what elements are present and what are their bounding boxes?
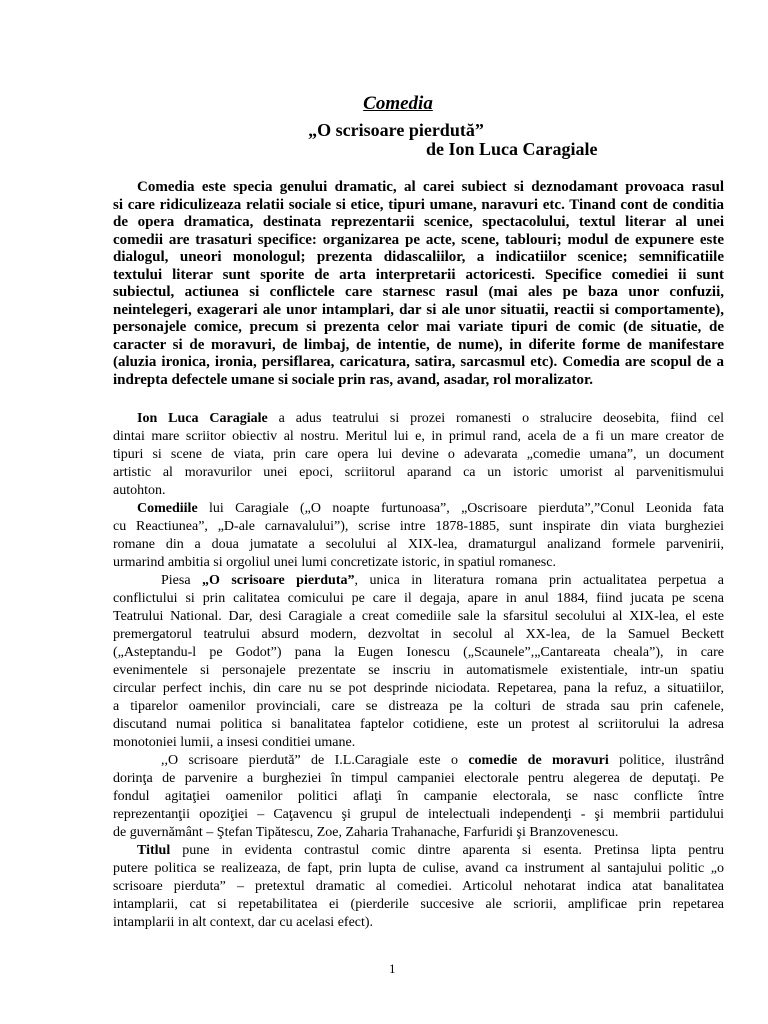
text-line: dintai mare scriitor obiectiv al nostru. Meritul lui e, in primul rand, acela de a fi un mare creator de bbox=[113, 429, 724, 444]
text-line: a tiparelor oamenilor provinciali, care se distreaza pe la colturi de strada sau prin cafenele, bbox=[113, 699, 724, 714]
text-line: intamplarii in alt context, dar cu acelasi efect). bbox=[113, 915, 374, 930]
text-line: („Asteptandu-l pe Godot”) pana la Eugen Ionescu („Scaunele”,„Cantareata cheala”), in care bbox=[113, 645, 724, 660]
text-line: scrisoare pierduta” – pretextul dramatic al comediei. Articolul nehotarat indica atat banalitatea bbox=[113, 879, 724, 894]
text-line: (aluzia ironica, ironia, persiflarea, caricatura, satira, sarcasmul etc). Comedia are scopul de a bbox=[113, 354, 724, 371]
text-line: fondul agitaţiei oamenilor politici aflaţi în campanie electorala, se nasc conflicte între bbox=[113, 789, 724, 804]
bold-term: Comediile bbox=[137, 501, 198, 516]
text-line: cu Reactiunea”, „D-ale carnavalului”), scrise intre 1878-1885, sunt inspirate din viata burgheziei bbox=[113, 519, 724, 534]
text-run: pune in evidenta contrastul comic dintre aparenta si esenta. Pretinsa lipta pentru bbox=[170, 843, 724, 858]
body-text bbox=[113, 410, 724, 932]
text-line: Comedia este specia genului dramatic, al carei subiect si deznodamant provoaca rasul bbox=[137, 179, 724, 195]
paragraph-comediile bbox=[113, 500, 724, 572]
text-run: lui Caragiale („O noapte furtunoasa”, „Oscrisoare pierduta”,”Conul Leonida fata bbox=[197, 501, 724, 516]
heading-title: Comedia bbox=[363, 93, 433, 114]
text-line: reprezentanţii opoziţiei – Caţavencu şi grupul de intelectuali independenţi - şi membrii partidului bbox=[113, 807, 724, 822]
text-run: Piesa bbox=[161, 573, 202, 588]
paragraph-caragiale bbox=[113, 410, 724, 500]
text-line bbox=[113, 842, 724, 860]
bold-term: Titlul bbox=[137, 843, 171, 858]
text-line: Teatrului National. Dar, desi Caragiale a creat comediile sale la sfarsitul secolului al XIX-lea, el este bbox=[113, 609, 724, 624]
text-run: ,,O scrisoare pierdută” de I.L.Caragiale este o bbox=[161, 753, 469, 768]
heading-author: de Ion Luca Caragiale bbox=[426, 139, 598, 159]
paragraph-moravuri bbox=[113, 752, 724, 842]
text-line: monotoniei lumii, a insesi conditiei umane. bbox=[113, 735, 356, 750]
text-line: intamplarii, cat si repetabilitatea ei (pierderile succesive ale scriorii, amplificae prin repetarea bbox=[113, 897, 724, 912]
text-line bbox=[113, 410, 724, 428]
text-line: de guvernământ – Ştefan Tipătescu, Zoe, Zaharia Trahanache, Farfuridi şi Branzovenescu. bbox=[113, 825, 619, 840]
text-line: artistic al moravurilor unei epoci, scriitorul aparand ca un istoric umorist al parvenitismului bbox=[113, 465, 724, 480]
text-line: personajele comice, precum si prezenta celor mai variate tipuri de comic (de situatie, de bbox=[113, 319, 724, 336]
text-line bbox=[113, 500, 724, 518]
text-line: subiectul, actiunea si conflictele care starnesc rasul (mai ales pe baza unor confuzii, bbox=[113, 284, 724, 301]
text-run: politice, ilustrând bbox=[608, 753, 725, 768]
bold-term: comedie de moravuri bbox=[468, 753, 609, 768]
text-line: de opera dramatica, destinata reprezentarii scenice, spectacolului, textul literar al unei bbox=[113, 214, 724, 231]
text-line: dorinţa de parvenire a burgheziei în timpul campaniei electorale pentru alegerea de deputaţi. Pe bbox=[113, 771, 724, 786]
text-run: , unica in literatura romana prin actualitatea perpetua a bbox=[354, 573, 724, 588]
bold-term: „O scrisoare pierduta” bbox=[202, 573, 355, 588]
text-line: neintelegeri, exagerari ale unor intamplari, dar si ale unor situatii, reactii si comportamente), bbox=[113, 301, 724, 318]
text-line: comedii are trasaturi specifice: organizarea pe acte, scene, tablouri; modul de expunere este bbox=[113, 231, 724, 248]
text-line: evenimentele si personajele prezentate se inscriu in automatismele existentiale, intr-un spatiu bbox=[113, 663, 724, 678]
text-line: discutand numai politica si banalitatea faptelor cotidiene, este un protest al scriitorului la adresa bbox=[113, 717, 724, 732]
text-line bbox=[113, 752, 724, 770]
text-line: urmarind ambitia si orgoliul unei lumi concretizate istoric, in spatiul romanesc. bbox=[113, 555, 556, 570]
text-line: circular perfect inchis, din care nu se pot desprinde niciodata. Repetarea, pana la refuz, a situatiilor, bbox=[113, 681, 724, 696]
text-line: dialogul, uneori monologul; prezenta didascaliilor, a indicatiilor scenice; semnificatiile bbox=[113, 249, 724, 266]
paragraph-titlul bbox=[113, 842, 724, 932]
text-run: a adus teatrului si prozei romanesti o stralucire deosebita, fiind cel bbox=[267, 411, 725, 426]
text-line: caracter si de moravuri, de limbaj, de intentie, de nume), in diferite forme de manifestare bbox=[113, 336, 724, 353]
text-line: indrepta defectele umane si sociale prin ras, avand, asadar, rol moralizator. bbox=[113, 372, 593, 389]
heading-subtitle: „O scrisoare pierdută” bbox=[308, 120, 484, 140]
text-line: tipuri si scene de viata, prin care opera lui devine o adevarata „comedie umana”, un document bbox=[113, 447, 724, 462]
text-line: romane din a doua jumatate a secolului al XIX-lea, dramaturgul analizand formele parvenirii, bbox=[113, 537, 724, 552]
page-number: 1 bbox=[389, 961, 396, 976]
paragraph-intro bbox=[113, 179, 724, 390]
text-line: premergatorul teatrului absurd modern, dezvoltat in secolul al XX-lea, de la Samuel Beckett bbox=[113, 627, 724, 642]
text-line: putere politica se realizeaza, de fapt, prin lupta de culise, avand ca instrument al santajului politic „o bbox=[113, 861, 724, 876]
paragraph-piesa bbox=[113, 572, 724, 752]
bold-term: Ion Luca Caragiale bbox=[137, 411, 268, 426]
text-line: si care ridiculizeaza relatii sociale si etice, tipuri umane, naravuri etc. Tinand cont de conditia bbox=[113, 196, 724, 213]
text-line: textului literar sunt sporite de arta interpretarii actoricesti. Specifice comediei ii sunt bbox=[113, 266, 724, 283]
text-line: conflictului si prin calitatea comicului pe care il degaja, apare in anul 1884, fiind jucata pe scena bbox=[113, 591, 724, 606]
text-line bbox=[113, 572, 724, 590]
text-line: autohton. bbox=[113, 483, 166, 498]
